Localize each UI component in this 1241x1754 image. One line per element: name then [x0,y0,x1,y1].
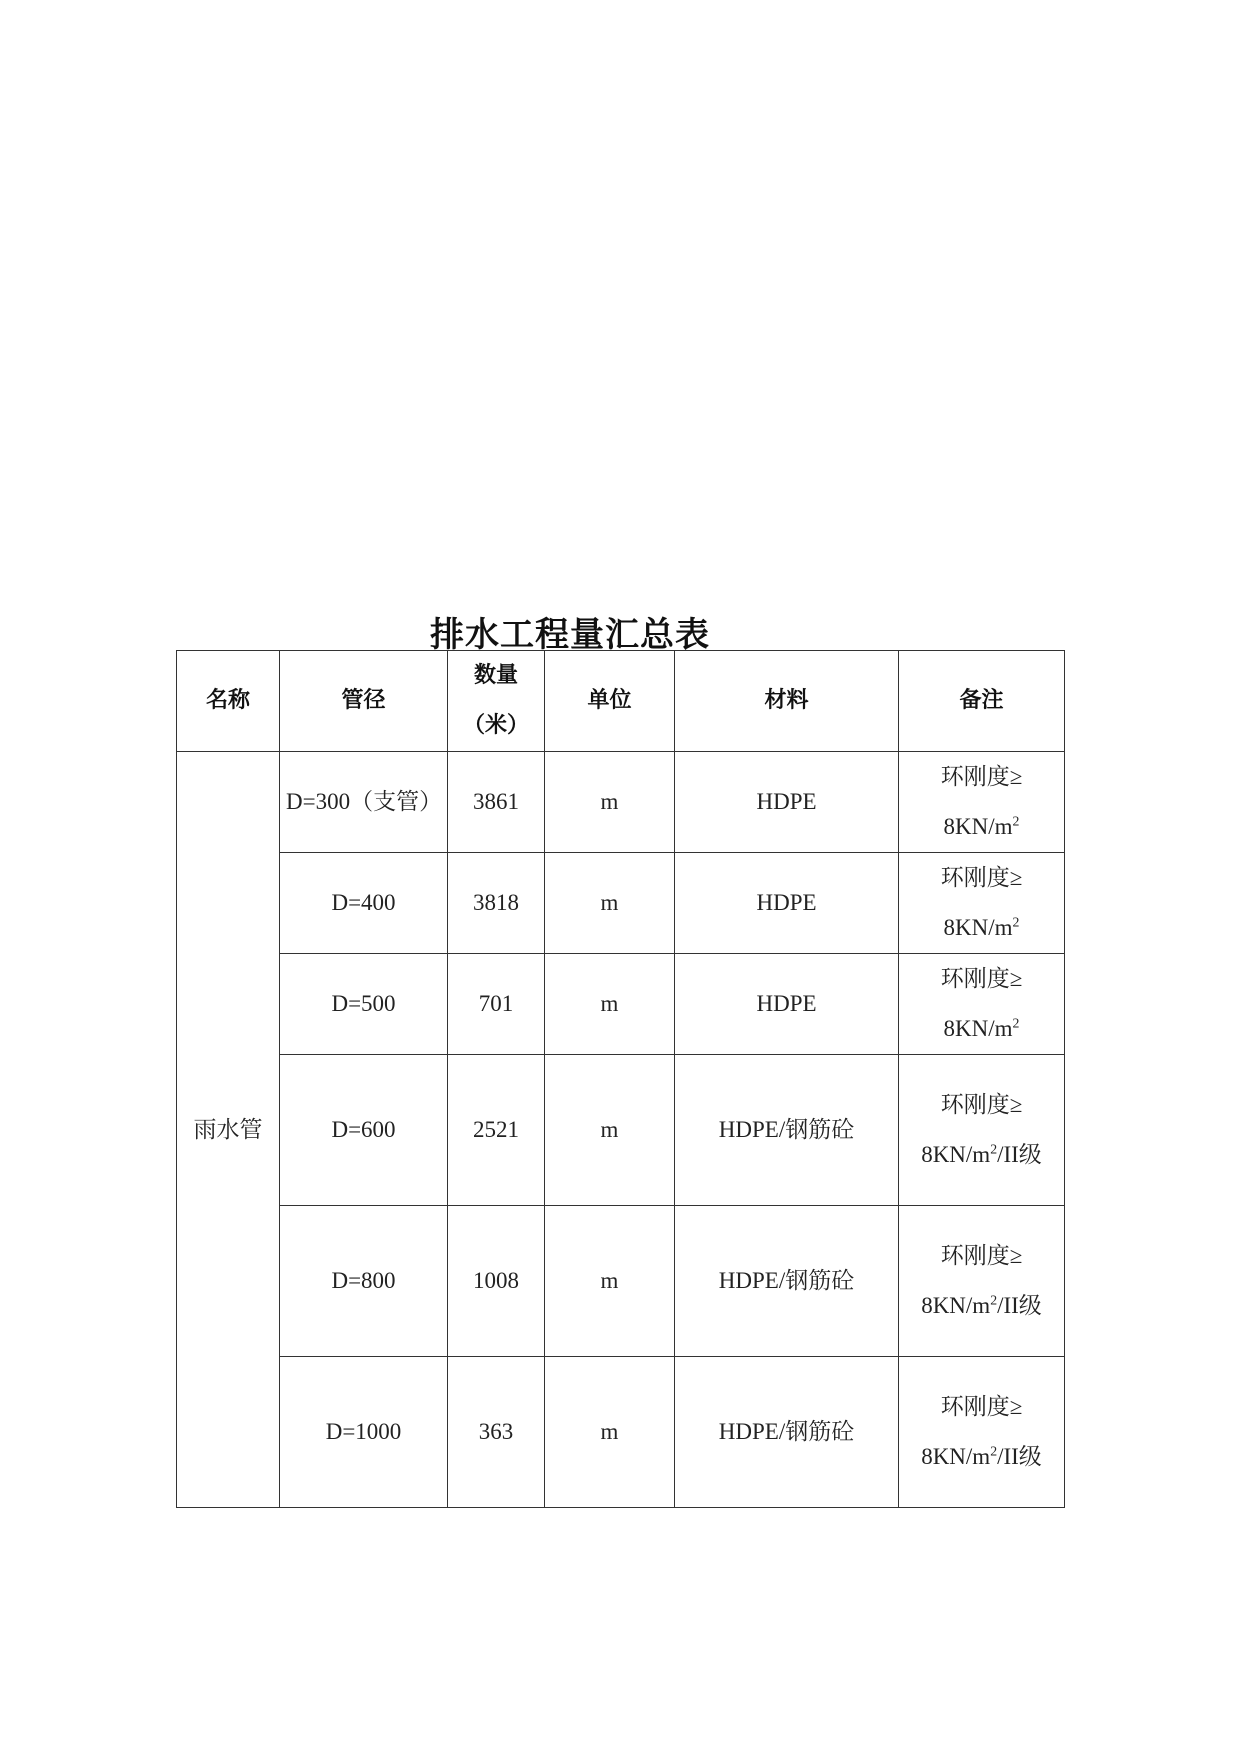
table-row [177,1055,1065,1206]
remark-text: 环刚度≥ [940,764,1023,789]
remark-text: /II级 [997,1444,1042,1469]
diameter-cell: D=600 [280,1055,448,1206]
category-cell: 雨水管 [177,752,280,1508]
remark-cell [899,853,1065,954]
remark-superscript: 2 [990,1292,998,1308]
remark-text: /II级 [997,1293,1042,1318]
diameter-cell: D=800 [280,1206,448,1357]
diameter-cell: D=300（支管） [280,752,448,853]
unit-cell: m [545,1055,675,1206]
diameter-cell: D=400 [280,853,448,954]
material-cell: HDPE [675,954,899,1055]
remark-text: 环刚度≥ [940,1092,1023,1117]
table-row [177,853,1065,954]
table-row [177,752,1065,853]
remark-text: /II级 [997,1142,1042,1167]
unit-cell: m [545,1357,675,1508]
remark-text: 8KN/m [921,1142,991,1167]
remark-text: 8KN/m [943,814,1013,839]
header-name: 名称 [177,651,280,752]
header-material: 材料 [675,651,899,752]
page-title: 排水工程量汇总表 [430,615,710,655]
material-cell: HDPE [675,853,899,954]
table-header-row [177,651,1065,752]
remark-text: 环刚度≥ [940,1394,1023,1419]
summary-table [176,650,1065,1508]
remark-superscript: 2 [1012,813,1020,829]
diameter-cell: D=500 [280,954,448,1055]
header-quantity-line1: 数量 [473,663,518,688]
quantity-cell: 3861 [448,752,545,853]
header-remark: 备注 [899,651,1065,752]
table-row [177,1206,1065,1357]
material-cell: HDPE [675,752,899,853]
quantity-cell: 363 [448,1357,545,1508]
remark-cell [899,954,1065,1055]
table-row [177,1357,1065,1508]
remark-text: 8KN/m [921,1293,991,1318]
unit-cell: m [545,1206,675,1357]
material-cell: HDPE/钢筋砼 [675,1055,899,1206]
remark-superscript: 2 [990,1141,998,1157]
table-row [177,954,1065,1055]
remark-cell [899,1206,1065,1357]
header-quantity [448,651,545,752]
header-quantity-line2: （米） [462,713,529,738]
quantity-cell: 2521 [448,1055,545,1206]
material-cell: HDPE/钢筋砼 [675,1357,899,1508]
quantity-cell: 3818 [448,853,545,954]
quantity-cell: 701 [448,954,545,1055]
diameter-cell: D=1000 [280,1357,448,1508]
remark-text: 环刚度≥ [940,1243,1023,1268]
remark-text: 8KN/m [943,915,1013,940]
header-diameter: 管径 [280,651,448,752]
remark-superscript: 2 [1012,914,1020,930]
remark-cell [899,1055,1065,1206]
remark-cell [899,752,1065,853]
remark-text: 环刚度≥ [940,865,1023,890]
unit-cell: m [545,853,675,954]
material-cell: HDPE/钢筋砼 [675,1206,899,1357]
remark-superscript: 2 [1012,1015,1020,1031]
unit-cell: m [545,954,675,1055]
quantity-cell: 1008 [448,1206,545,1357]
unit-cell: m [545,752,675,853]
remark-text: 环刚度≥ [940,966,1023,991]
remark-text: 8KN/m [943,1016,1013,1041]
remark-superscript: 2 [990,1443,998,1459]
header-unit: 单位 [545,651,675,752]
remark-cell [899,1357,1065,1508]
remark-text: 8KN/m [921,1444,991,1469]
